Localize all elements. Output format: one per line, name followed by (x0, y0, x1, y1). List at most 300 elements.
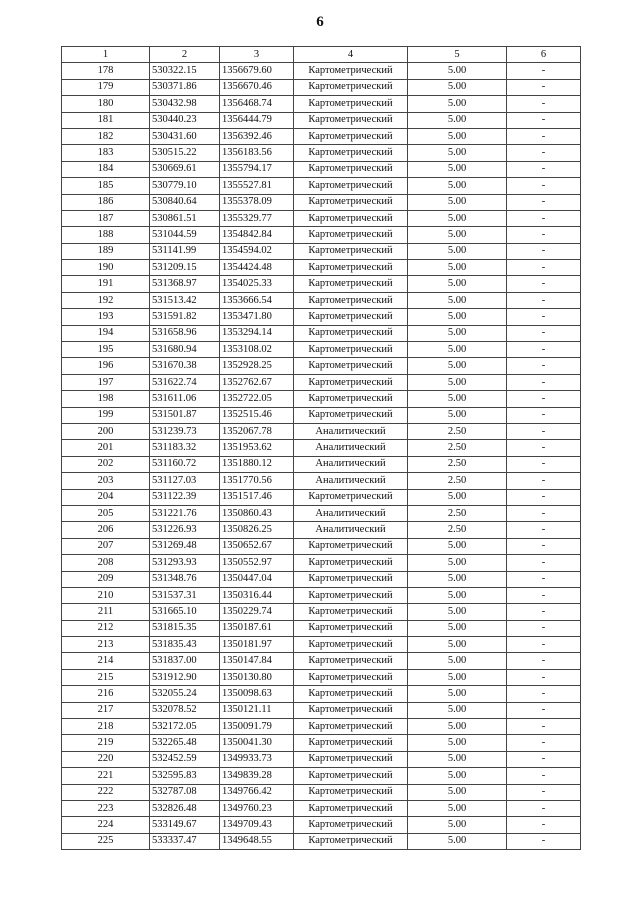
method-cell: Картометрический (294, 604, 408, 620)
method-cell: Аналитический (294, 440, 408, 456)
note-cell: - (507, 833, 581, 849)
table-row (62, 391, 581, 407)
coord-x-cell: 530861.51 (150, 210, 220, 226)
accuracy-cell: 2.50 (408, 522, 507, 538)
accuracy-cell: 5.00 (408, 555, 507, 571)
coord-x-cell: 531348.76 (150, 571, 220, 587)
coord-x-cell: 531658.96 (150, 325, 220, 341)
table-row (62, 751, 581, 767)
point-number-cell: 203 (62, 473, 150, 489)
table-row (62, 489, 581, 505)
accuracy-cell: 5.00 (408, 489, 507, 505)
point-number-cell: 198 (62, 391, 150, 407)
table-row (62, 292, 581, 308)
note-cell: - (507, 227, 581, 243)
method-cell: Картометрический (294, 276, 408, 292)
point-number-cell: 211 (62, 604, 150, 620)
table-row (62, 79, 581, 95)
coord-y-cell: 1350229.74 (220, 604, 294, 620)
note-cell: - (507, 325, 581, 341)
accuracy-cell: 5.00 (408, 243, 507, 259)
coord-y-cell: 1350316.44 (220, 587, 294, 603)
note-cell: - (507, 817, 581, 833)
method-cell: Картометрический (294, 751, 408, 767)
note-cell: - (507, 735, 581, 751)
note-cell: - (507, 473, 581, 489)
note-cell: - (507, 784, 581, 800)
method-cell: Картометрический (294, 653, 408, 669)
table-row (62, 128, 581, 144)
accuracy-cell: 5.00 (408, 571, 507, 587)
method-cell: Картометрический (294, 260, 408, 276)
note-cell: - (507, 587, 581, 603)
table-row (62, 456, 581, 472)
point-number-cell: 178 (62, 63, 150, 79)
coord-y-cell: 1350091.79 (220, 719, 294, 735)
coord-x-cell: 532595.83 (150, 768, 220, 784)
method-cell: Картометрический (294, 96, 408, 112)
coord-y-cell: 1350652.67 (220, 538, 294, 554)
table-row (62, 161, 581, 177)
coord-x-cell: 532826.48 (150, 800, 220, 816)
point-number-cell: 196 (62, 358, 150, 374)
note-cell: - (507, 456, 581, 472)
table-row (62, 194, 581, 210)
coord-y-cell: 1352762.67 (220, 374, 294, 390)
table-row (62, 833, 581, 849)
table-row (62, 637, 581, 653)
table-row (62, 669, 581, 685)
coord-y-cell: 1353666.54 (220, 292, 294, 308)
coord-y-cell: 1355527.81 (220, 178, 294, 194)
table-row (62, 276, 581, 292)
coord-x-cell: 532055.24 (150, 686, 220, 702)
coord-y-cell: 1351517.46 (220, 489, 294, 505)
method-cell: Картометрический (294, 669, 408, 685)
point-number-cell: 212 (62, 620, 150, 636)
coord-y-cell: 1350447.04 (220, 571, 294, 587)
table-body (62, 63, 581, 850)
point-number-cell: 207 (62, 538, 150, 554)
accuracy-cell: 5.00 (408, 620, 507, 636)
table-row (62, 178, 581, 194)
accuracy-cell: 5.00 (408, 735, 507, 751)
note-cell: - (507, 538, 581, 554)
note-cell: - (507, 194, 581, 210)
coord-y-cell: 1354025.33 (220, 276, 294, 292)
table-row (62, 817, 581, 833)
table-row (62, 686, 581, 702)
note-cell: - (507, 79, 581, 95)
coord-y-cell: 1352515.46 (220, 407, 294, 423)
method-cell: Картометрический (294, 784, 408, 800)
coord-x-cell: 531293.93 (150, 555, 220, 571)
note-cell: - (507, 423, 581, 439)
coord-x-cell: 530322.15 (150, 63, 220, 79)
point-number-cell: 222 (62, 784, 150, 800)
coord-x-cell: 531837.00 (150, 653, 220, 669)
table-row (62, 735, 581, 751)
method-cell: Картометрический (294, 194, 408, 210)
table-row (62, 505, 581, 521)
point-number-cell: 185 (62, 178, 150, 194)
accuracy-cell: 5.00 (408, 194, 507, 210)
method-cell: Аналитический (294, 505, 408, 521)
table-row (62, 309, 581, 325)
coord-y-cell: 1354424.48 (220, 260, 294, 276)
method-cell: Аналитический (294, 423, 408, 439)
accuracy-cell: 5.00 (408, 309, 507, 325)
table-row (62, 112, 581, 128)
accuracy-cell: 5.00 (408, 96, 507, 112)
accuracy-cell: 5.00 (408, 686, 507, 702)
note-cell: - (507, 702, 581, 718)
method-cell: Картометрический (294, 210, 408, 226)
coord-y-cell: 1353108.02 (220, 342, 294, 358)
accuracy-cell: 2.50 (408, 423, 507, 439)
note-cell: - (507, 210, 581, 226)
method-cell: Аналитический (294, 473, 408, 489)
accuracy-cell: 5.00 (408, 833, 507, 849)
table-row (62, 407, 581, 423)
accuracy-cell: 5.00 (408, 637, 507, 653)
accuracy-cell: 2.50 (408, 440, 507, 456)
method-cell: Аналитический (294, 456, 408, 472)
coord-y-cell: 1356444.79 (220, 112, 294, 128)
coord-x-cell: 532265.48 (150, 735, 220, 751)
table-row (62, 473, 581, 489)
point-number-cell: 213 (62, 637, 150, 653)
method-cell: Картометрический (294, 79, 408, 95)
coord-y-cell: 1349766.42 (220, 784, 294, 800)
point-number-cell: 183 (62, 145, 150, 161)
note-cell: - (507, 112, 581, 128)
accuracy-cell: 5.00 (408, 587, 507, 603)
coord-x-cell: 531670.38 (150, 358, 220, 374)
method-cell: Картометрический (294, 342, 408, 358)
method-cell: Картометрический (294, 571, 408, 587)
point-number-cell: 224 (62, 817, 150, 833)
point-number-cell: 209 (62, 571, 150, 587)
note-cell: - (507, 309, 581, 325)
coord-x-cell: 530515.22 (150, 145, 220, 161)
coord-y-cell: 1352722.05 (220, 391, 294, 407)
method-cell: Картометрический (294, 555, 408, 571)
note-cell: - (507, 178, 581, 194)
coord-y-cell: 1355329.77 (220, 210, 294, 226)
coord-y-cell: 1350130.80 (220, 669, 294, 685)
point-number-cell: 208 (62, 555, 150, 571)
coord-y-cell: 1350552.97 (220, 555, 294, 571)
coord-x-cell: 531044.59 (150, 227, 220, 243)
method-cell: Картометрический (294, 407, 408, 423)
point-number-cell: 220 (62, 751, 150, 767)
table-row (62, 63, 581, 79)
coord-x-cell: 530371.86 (150, 79, 220, 95)
coord-y-cell: 1351880.12 (220, 456, 294, 472)
coord-y-cell: 1350147.84 (220, 653, 294, 669)
point-number-cell: 215 (62, 669, 150, 685)
table-row (62, 342, 581, 358)
note-cell: - (507, 342, 581, 358)
table-row (62, 719, 581, 735)
method-cell: Картометрический (294, 489, 408, 505)
coord-x-cell: 531835.43 (150, 637, 220, 653)
column-header: 4 (294, 47, 408, 63)
coord-x-cell: 530431.60 (150, 128, 220, 144)
point-number-cell: 217 (62, 702, 150, 718)
point-number-cell: 200 (62, 423, 150, 439)
note-cell: - (507, 260, 581, 276)
coord-x-cell: 532078.52 (150, 702, 220, 718)
coord-y-cell: 1356392.46 (220, 128, 294, 144)
point-number-cell: 181 (62, 112, 150, 128)
note-cell: - (507, 161, 581, 177)
table-row (62, 587, 581, 603)
table-row (62, 96, 581, 112)
note-cell: - (507, 768, 581, 784)
note-cell: - (507, 374, 581, 390)
table-row (62, 440, 581, 456)
accuracy-cell: 5.00 (408, 407, 507, 423)
note-cell: - (507, 407, 581, 423)
table-row (62, 145, 581, 161)
coord-x-cell: 531368.97 (150, 276, 220, 292)
coord-y-cell: 1351953.62 (220, 440, 294, 456)
accuracy-cell: 5.00 (408, 669, 507, 685)
note-cell: - (507, 555, 581, 571)
table-row (62, 358, 581, 374)
method-cell: Картометрический (294, 145, 408, 161)
table-row (62, 210, 581, 226)
point-number-cell: 223 (62, 800, 150, 816)
point-number-cell: 190 (62, 260, 150, 276)
point-number-cell: 186 (62, 194, 150, 210)
coord-y-cell: 1353471.80 (220, 309, 294, 325)
note-cell: - (507, 63, 581, 79)
point-number-cell: 201 (62, 440, 150, 456)
column-header: 2 (150, 47, 220, 63)
note-cell: - (507, 292, 581, 308)
coord-x-cell: 533149.67 (150, 817, 220, 833)
coord-y-cell: 1350181.97 (220, 637, 294, 653)
point-number-cell: 188 (62, 227, 150, 243)
method-cell: Картометрический (294, 325, 408, 341)
accuracy-cell: 5.00 (408, 358, 507, 374)
coord-x-cell: 531537.31 (150, 587, 220, 603)
table-row (62, 227, 581, 243)
method-cell: Картометрический (294, 227, 408, 243)
coord-x-cell: 531501.87 (150, 407, 220, 423)
point-number-cell: 225 (62, 833, 150, 849)
table-row (62, 653, 581, 669)
accuracy-cell: 5.00 (408, 161, 507, 177)
coord-x-cell: 531591.82 (150, 309, 220, 325)
method-cell: Картометрический (294, 292, 408, 308)
point-number-cell: 184 (62, 161, 150, 177)
method-cell: Картометрический (294, 833, 408, 849)
note-cell: - (507, 391, 581, 407)
coord-y-cell: 1349760.23 (220, 800, 294, 816)
method-cell: Картометрический (294, 128, 408, 144)
coord-x-cell: 531622.74 (150, 374, 220, 390)
table-row (62, 784, 581, 800)
coord-x-cell: 532787.08 (150, 784, 220, 800)
note-cell: - (507, 440, 581, 456)
method-cell: Картометрический (294, 358, 408, 374)
accuracy-cell: 2.50 (408, 473, 507, 489)
point-number-cell: 214 (62, 653, 150, 669)
note-cell: - (507, 620, 581, 636)
coord-y-cell: 1356670.46 (220, 79, 294, 95)
coord-x-cell: 532452.59 (150, 751, 220, 767)
column-header: 3 (220, 47, 294, 63)
accuracy-cell: 5.00 (408, 79, 507, 95)
accuracy-cell: 5.00 (408, 276, 507, 292)
coord-y-cell: 1356679.60 (220, 63, 294, 79)
coord-x-cell: 530440.23 (150, 112, 220, 128)
coord-x-cell: 533337.47 (150, 833, 220, 849)
note-cell: - (507, 96, 581, 112)
coord-x-cell: 530779.10 (150, 178, 220, 194)
method-cell: Картометрический (294, 719, 408, 735)
point-number-cell: 194 (62, 325, 150, 341)
coord-y-cell: 1354594.02 (220, 243, 294, 259)
note-cell: - (507, 505, 581, 521)
coord-x-cell: 531221.76 (150, 505, 220, 521)
table-row (62, 702, 581, 718)
coord-y-cell: 1349933.73 (220, 751, 294, 767)
coord-y-cell: 1350098.63 (220, 686, 294, 702)
point-number-cell: 216 (62, 686, 150, 702)
accuracy-cell: 5.00 (408, 63, 507, 79)
accuracy-cell: 5.00 (408, 391, 507, 407)
method-cell: Картометрический (294, 800, 408, 816)
coord-y-cell: 1349839.28 (220, 768, 294, 784)
accuracy-cell: 5.00 (408, 604, 507, 620)
point-number-cell: 195 (62, 342, 150, 358)
coord-y-cell: 1354842.84 (220, 227, 294, 243)
accuracy-cell: 5.00 (408, 800, 507, 816)
coord-x-cell: 530432.98 (150, 96, 220, 112)
column-header: 6 (507, 47, 581, 63)
point-number-cell: 202 (62, 456, 150, 472)
coord-y-cell: 1356183.56 (220, 145, 294, 161)
table-row (62, 243, 581, 259)
note-cell: - (507, 571, 581, 587)
accuracy-cell: 5.00 (408, 342, 507, 358)
page-number: 6 (316, 14, 324, 30)
coord-y-cell: 1350187.61 (220, 620, 294, 636)
coord-x-cell: 531183.32 (150, 440, 220, 456)
coord-y-cell: 1350860.43 (220, 505, 294, 521)
point-number-cell: 191 (62, 276, 150, 292)
point-number-cell: 189 (62, 243, 150, 259)
coord-y-cell: 1350121.11 (220, 702, 294, 718)
table-row (62, 768, 581, 784)
point-number-cell: 199 (62, 407, 150, 423)
note-cell: - (507, 800, 581, 816)
column-header: 5 (408, 47, 507, 63)
point-number-cell: 205 (62, 505, 150, 521)
point-number-cell: 221 (62, 768, 150, 784)
note-cell: - (507, 669, 581, 685)
coord-y-cell: 1351770.56 (220, 473, 294, 489)
accuracy-cell: 5.00 (408, 112, 507, 128)
coord-x-cell: 531611.06 (150, 391, 220, 407)
table-row (62, 571, 581, 587)
accuracy-cell: 5.00 (408, 784, 507, 800)
method-cell: Картометрический (294, 587, 408, 603)
method-cell: Картометрический (294, 768, 408, 784)
table-row (62, 604, 581, 620)
note-cell: - (507, 243, 581, 259)
coord-x-cell: 531122.39 (150, 489, 220, 505)
column-header: 1 (62, 47, 150, 63)
coord-y-cell: 1349648.55 (220, 833, 294, 849)
point-number-cell: 193 (62, 309, 150, 325)
coord-x-cell: 531665.10 (150, 604, 220, 620)
coord-x-cell: 531127.03 (150, 473, 220, 489)
method-cell: Картометрический (294, 112, 408, 128)
note-cell: - (507, 276, 581, 292)
note-cell: - (507, 522, 581, 538)
note-cell: - (507, 719, 581, 735)
note-cell: - (507, 751, 581, 767)
coordinates-table (61, 46, 581, 850)
note-cell: - (507, 145, 581, 161)
table-row (62, 538, 581, 554)
method-cell: Картометрический (294, 309, 408, 325)
table-row (62, 325, 581, 341)
coord-x-cell: 530840.64 (150, 194, 220, 210)
accuracy-cell: 5.00 (408, 751, 507, 767)
point-number-cell: 192 (62, 292, 150, 308)
method-cell: Картометрический (294, 686, 408, 702)
method-cell: Картометрический (294, 374, 408, 390)
table-row (62, 260, 581, 276)
method-cell: Картометрический (294, 620, 408, 636)
accuracy-cell: 5.00 (408, 374, 507, 390)
table-row (62, 555, 581, 571)
method-cell: Картометрический (294, 817, 408, 833)
accuracy-cell: 5.00 (408, 178, 507, 194)
coord-x-cell: 531680.94 (150, 342, 220, 358)
method-cell: Аналитический (294, 522, 408, 538)
coord-y-cell: 1352928.25 (220, 358, 294, 374)
note-cell: - (507, 358, 581, 374)
note-cell: - (507, 637, 581, 653)
table-row (62, 374, 581, 390)
accuracy-cell: 5.00 (408, 128, 507, 144)
coord-y-cell: 1349709.43 (220, 817, 294, 833)
accuracy-cell: 5.00 (408, 260, 507, 276)
point-number-cell: 206 (62, 522, 150, 538)
coord-x-cell: 531239.73 (150, 423, 220, 439)
note-cell: - (507, 128, 581, 144)
point-number-cell: 210 (62, 587, 150, 603)
note-cell: - (507, 604, 581, 620)
method-cell: Картометрический (294, 63, 408, 79)
accuracy-cell: 5.00 (408, 719, 507, 735)
method-cell: Картометрический (294, 702, 408, 718)
coord-x-cell: 531141.99 (150, 243, 220, 259)
coord-y-cell: 1356468.74 (220, 96, 294, 112)
accuracy-cell: 5.00 (408, 292, 507, 308)
coord-y-cell: 1352067.78 (220, 423, 294, 439)
table-header-row (62, 47, 581, 63)
coord-y-cell: 1355378.09 (220, 194, 294, 210)
